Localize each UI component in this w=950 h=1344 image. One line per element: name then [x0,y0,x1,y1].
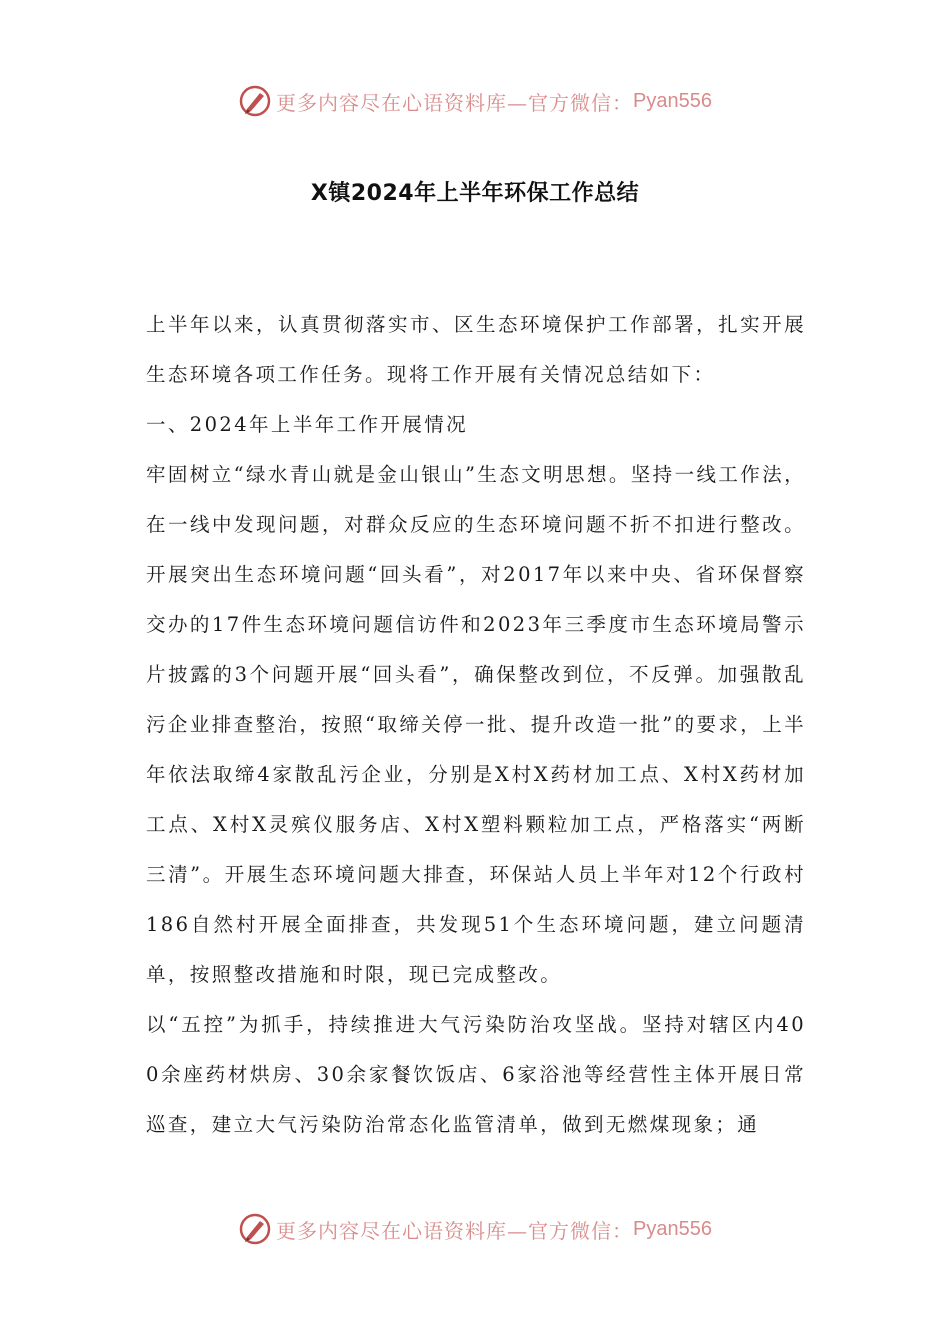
watermark-wechat-id: Pyan556 [633,89,712,112]
intro-paragraph: 上半年以来，认真贯彻落实市、区生态环境保护工作部署，扎实开展生态环境各项工作任务。现将工作开展有关情况总结如下： [146,313,806,386]
watermark-wechat-id: Pyan556 [633,1217,712,1240]
watermark-text: 更多内容尽在心语资料库—官方微信： [276,1218,634,1243]
pen-logo-icon [238,84,272,118]
document-body [146,300,806,1150]
header-watermark [0,84,950,118]
body-paragraph: 牢固树立“绿水青山就是金山银山”生态文明思想。坚持一线工作法，在一线中发现问题，对群众反应的生态环境问题不折不扣进行整改。开展突出生态环境问题“回头看”，对2017年以来中央、省环保督察交办的17件生态环境问题信访件和2023年三季度市生态环境局警示片披露的3个问题开展“回头看”，确保整改到位，不反弹。加强散乱污企业排查整治，按照“取缔关停一批、提升改造一批”的要求，上半年依法取缔4家散乱污企业，分别是X村X药材加工点、X村X药材加工点、X村X灵殡仪服务店、X村X塑料颗粒加工点，严格落实“两断三清”。开展生态环境问题大排查，环保站人员上半年对12个行政村186自然村开展全面排查，共发现51个生态环境问题，建立问题清单，按照整改措施和时限，现已完成整改。 [146,463,806,986]
watermark-text: 更多内容尽在心语资料库—官方微信： [276,90,634,115]
section-heading: 一、2024年上半年工作开展情况 [146,413,469,436]
document-title: X镇2024年上半年环保工作总结 [310,181,640,206]
footer-watermark [0,1212,950,1246]
body-paragraph: 以“五控”为抓手，持续推进大气污染防治攻坚战。坚持对辖区内400余座药材烘房、30余家餐饮饭店、6家浴池等经营性主体开展日常巡查，建立大气污染防治常态化监管清单，做到无燃煤现象；通 [146,1013,806,1136]
pen-logo-icon [238,1212,272,1246]
